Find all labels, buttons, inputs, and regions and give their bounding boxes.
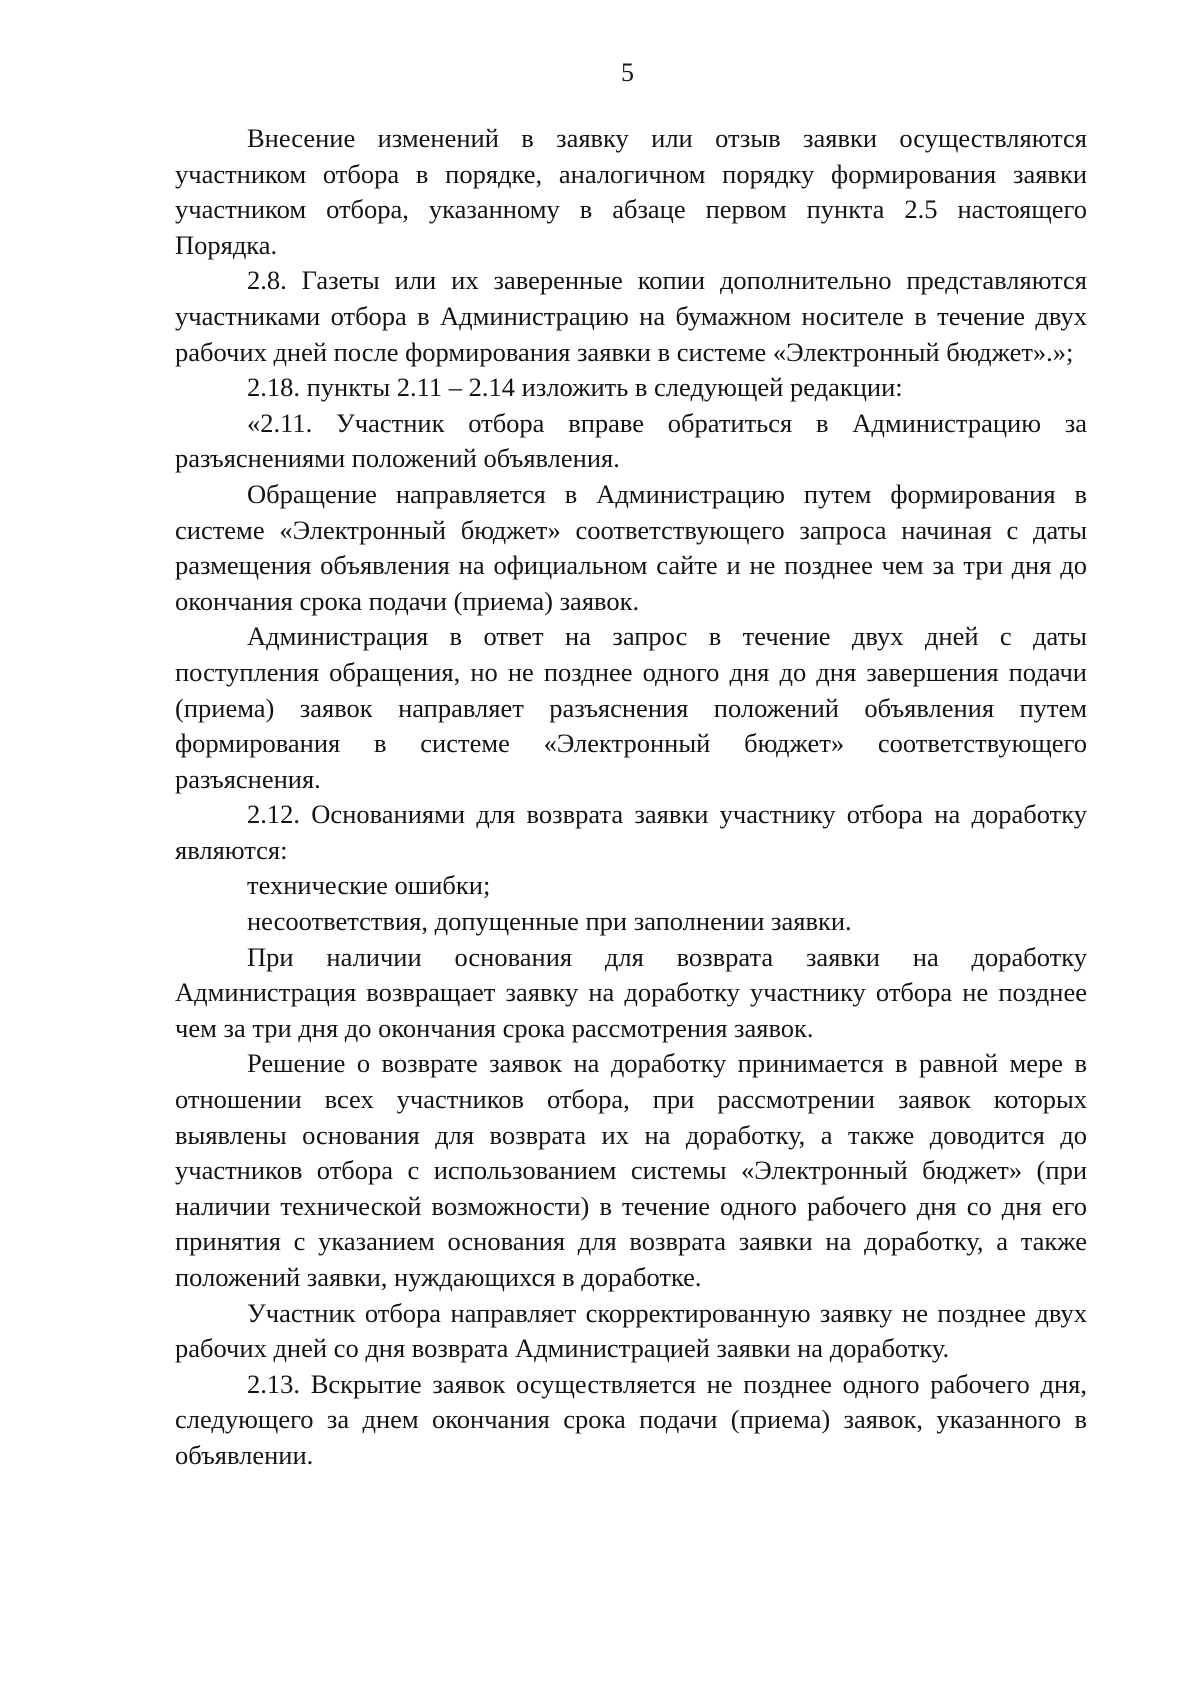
paragraph-2-18: 2.18. пункты 2.11 – 2.14 изложить в следующей редакции: — [247, 372, 903, 403]
paragraph-corrected-application: Участник отбора направляет скорректированную заявку не позднее двух рабочих дней со дня возврата Администрацией заявки на доработку. — [175, 1297, 1087, 1364]
paragraph-amendments-withdrawal: Внесение изменений в заявку или отзыв заявки осуществляются участником отбора в порядке, аналогичном порядку формирования заявки участником отбора, указанному в абзаце первом пункта 2.5 настоящего Порядка. — [175, 123, 1087, 260]
paragraph-request-submission: Обращение направляется в Администрацию путем формирования в системе «Электронный бюджет» соответствующего запроса начиная с даты размещения объявления на официальном сайте и не позднее чем за три дня до окончания срока подачи (приема) заявок. — [175, 478, 1087, 616]
paragraph-2-13: 2.13. Вскрытие заявок осуществляется не позднее одного рабочего дня, следующего за днем окончания срока подачи (приема) заявок, указанного в объявлении. — [175, 1368, 1087, 1470]
paragraph-return-decision: Решение о возврате заявок на доработку принимается в равной мере в отношении всех участников отбора, при рассмотрении заявок которых выявлены основания для возврата их на доработку, а также доводится до участников отбора с использованием системы «Электронный бюджет» (при наличии технической возможности) в течение одного рабочего дня со дня его принятия с указанием основания для возврата заявки на доработку, а также положений заявки, нуждающихся в доработке. — [175, 1048, 1087, 1292]
paragraph-administration-response: Администрация в ответ на запрос в течение двух дней с даты поступления обращения, но не позднее одного дня до дня завершения подачи (приема) заявок направляет разъяснения положений объявления путем формирования в системе «Электронный бюджет» соответствующего разъяснения. — [175, 621, 1087, 794]
list-item-inconsistencies: несоответствия, допущенные при заполнении заявки. — [247, 906, 852, 937]
list-item-technical-errors: технические ошибки; — [247, 870, 491, 901]
paragraph-2-8: 2.8. Газеты или их заверенные копии дополнительно представляются участниками отбора в Администрацию на бумажном носителе в течение двух рабочих дней после формирования заявки в системе «Электронный бюджет».»; — [175, 265, 1087, 367]
paragraph-return-for-revision: При наличии основания для возврата заявки на доработку Администрация возвращает заявку на доработку участнику отбора не позднее чем за три дня до окончания срока рассмотрения заявок. — [175, 941, 1087, 1043]
paragraph-2-11: «2.11. Участник отбора вправе обратиться в Администрацию за разъяснениями положений объявления. — [175, 407, 1087, 474]
paragraph-2-12: 2.12. Основаниями для возврата заявки участнику отбора на доработку являются: — [175, 799, 1087, 865]
document-body — [175, 121, 1087, 1474]
page-number: 5 — [621, 58, 634, 87]
